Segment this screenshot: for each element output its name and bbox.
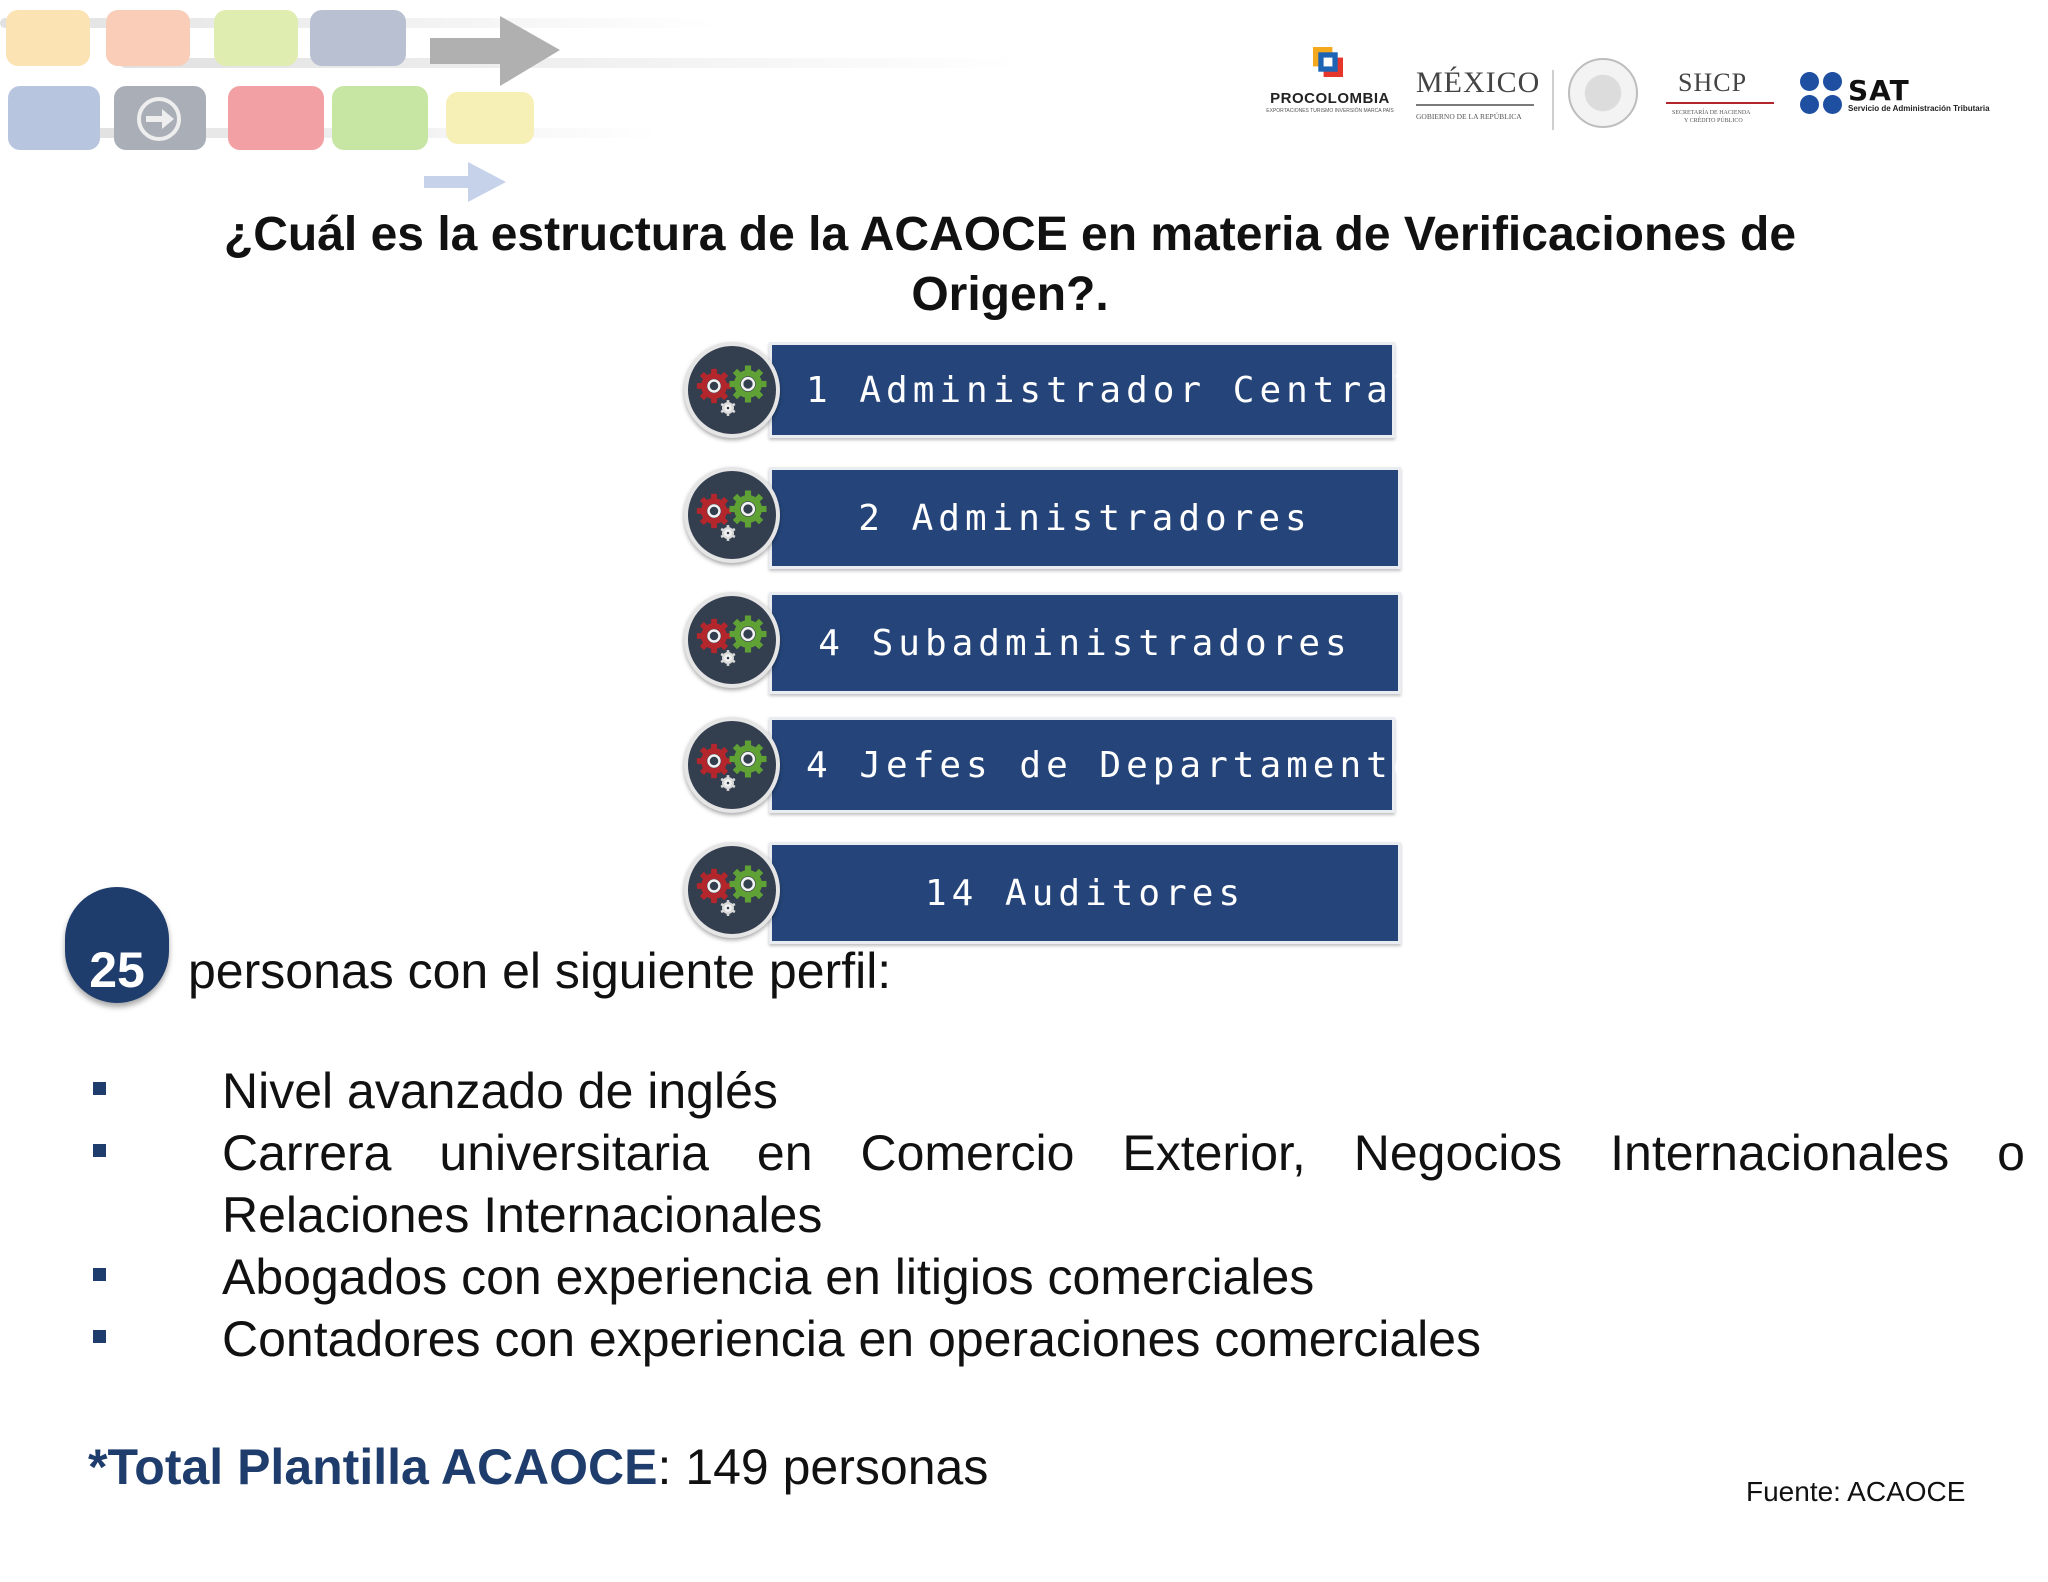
list-item: [90, 1246, 2025, 1308]
gears-icon: [684, 717, 780, 813]
list-item-text: Carrera universitaria en Comercio Exterior, Negocios Internacionales o Relaciones Internacionales: [222, 1125, 2025, 1243]
header-decoration: [0, 0, 760, 210]
total-staff: [88, 1438, 988, 1496]
list-item-text: Contadores con experiencia en operaciones comerciales: [222, 1311, 1482, 1367]
shcp-subtext-1: SECRETARÍA DE HACIENDA: [1672, 110, 1751, 116]
structure-item: [684, 840, 1414, 940]
procolombia-mark-icon: [1313, 47, 1343, 77]
circle-arrow-icon: [126, 92, 192, 146]
structure-label: 4 Subadministradores: [769, 592, 1401, 694]
sat-subtext: Servicio de Administración Tributaria: [1848, 104, 1990, 113]
total-value: 149 personas: [671, 1439, 989, 1495]
list-item: [90, 1122, 2025, 1246]
bullet-icon: [93, 1268, 106, 1281]
structure-label: 14 Auditores: [769, 842, 1401, 944]
profile-intro: personas con el siguiente perfil:: [188, 943, 892, 999]
bullet-icon: [93, 1082, 106, 1095]
shcp-logo: [1660, 58, 1780, 138]
structure-item: [684, 715, 1420, 815]
structure-item: [684, 465, 1414, 565]
gears-icon: [684, 342, 780, 438]
gears-icon: [684, 467, 780, 563]
structure-label: 4 Jefes de Departamento: [769, 717, 1395, 813]
arrow-right-icon: [420, 8, 570, 88]
page-title: ¿Cuál es la estructura de la ACAOCE en materia de Verificaciones de Origen?.: [223, 208, 1797, 321]
partner-logos: [1260, 40, 2030, 140]
list-item: [90, 1308, 2025, 1370]
profile-list: [90, 1060, 2025, 1370]
mexico-subtext: GOBIERNO DE LA REPÚBLICA: [1416, 112, 1522, 121]
mexico-logo: [1410, 58, 1550, 138]
count-badge: [65, 887, 169, 1003]
procolombia-text: PROCOLOMBIA: [1270, 90, 1390, 107]
total-label: *Total Plantilla ACAOCE: [88, 1439, 658, 1495]
shcp-text: SHCP: [1678, 68, 1748, 97]
source-note: Fuente: ACAOCE: [1746, 1476, 1966, 1507]
sat-text: SAT: [1848, 74, 1910, 107]
arrow-right-icon: [420, 158, 510, 208]
total-separator: :: [657, 1439, 672, 1495]
sat-mark-icon: [1800, 72, 1844, 116]
count-badge-number: 25: [89, 942, 145, 998]
procolombia-logo: [1260, 40, 1400, 130]
bullet-icon: [93, 1144, 106, 1157]
procolombia-tagline: EXPORTACIONES TURISMO INVERSIÓN MARCA PAÍS: [1266, 108, 1394, 114]
structure-item: [684, 340, 1420, 440]
list-item-text: Nivel avanzado de inglés: [222, 1063, 778, 1119]
list-item: [90, 1060, 2025, 1122]
gears-icon: [684, 592, 780, 688]
shcp-subtext-2: Y CRÉDITO PÚBLICO: [1684, 118, 1743, 124]
mexico-text: MÉXICO: [1416, 66, 1541, 99]
structure-label: 2 Administradores: [769, 467, 1401, 569]
national-seal-icon: [1568, 58, 1638, 128]
structure-label: 1 Administrador Central: [769, 342, 1395, 438]
gears-icon: [684, 842, 780, 938]
bullet-icon: [93, 1330, 106, 1343]
structure-item: [684, 590, 1414, 690]
list-item-text: Abogados con experiencia en litigios comerciales: [222, 1249, 1315, 1305]
